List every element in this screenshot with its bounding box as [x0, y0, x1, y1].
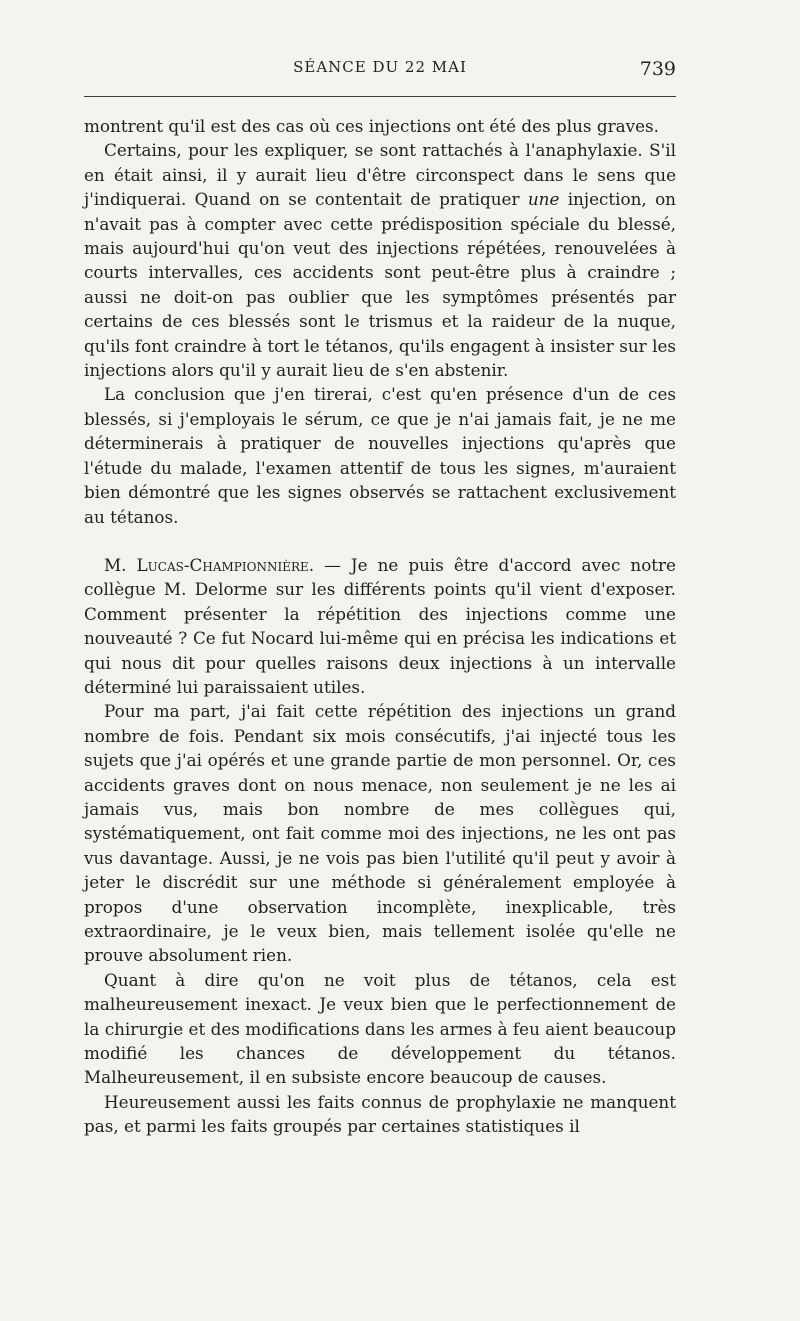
paragraph — [84, 968, 676, 1090]
speaker-name: M. Lucas-Championnière. — [104, 554, 315, 575]
paragraph — [84, 553, 676, 699]
paragraph — [84, 114, 676, 138]
header-rule — [84, 96, 676, 97]
body-text — [84, 114, 676, 1139]
paragraph — [84, 138, 676, 382]
paragraph-text: Quant à dire qu'on ne voit plus de tétanos, cela est malheureusement inexact. Je veux bien que le perfectionnement de la chirurgie et des modifications dans les armes à feu aient beaucoup modifié les chances de développement du tétanos. Malheureusement, il en subsiste encore beaucoup de causes. — [84, 969, 676, 1088]
running-title: SÉANCE DU 22 MAI — [293, 58, 467, 76]
page-number: 739 — [639, 58, 676, 80]
paragraph — [84, 382, 676, 528]
paragraph — [84, 1090, 676, 1139]
paragraph-text: — Je ne puis être d'accord avec notre collègue M. Delorme sur les différents points qu'il vient d'exposer. Comment présenter la répétition des injections comme une nouveauté ? Ce fut Nocard lui-même qui en précisa les indications et qui nous dit pour quelles raisons deux injections à un intervalle déterminé lui paraissaient utiles. — [84, 554, 676, 697]
emphasis: une — [527, 189, 560, 210]
paragraph-text: injection, on n'avait pas à compter avec cette prédisposition spéciale du blessé, mais aujourd'hui qu'on veut des injections répétées, renouvelées à courts intervalles, ces accidents sont peut-être plus à craindre ; aussi ne doit-on pas oublier que les symptômes présentés par certains de ces blessés sont le trismus et la raideur de la nuque, qu'ils font craindre à tort le tétanos, qu'ils engagent à insister sur les injections alors qu'il y aurait lieu de s'en abstenir. — [84, 189, 676, 381]
paragraph-text: Pour ma part, j'ai fait cette répétition des injections un grand nombre de fois. Pendant six mois consécutifs, j'ai injecté tous les sujets que j'ai opérés et une grande partie de mon personnel. Or, ces accidents graves dont on nous menace, non seulement je ne les ai jamais vus, mais bon nombre de mes collègues qui, systématiquement, ont fait comme moi des injections, ne les ont pas vus davantage. Aussi, je ne vois pas bien l'utilité qu'il peut y avoir à jeter le discrédit sur une méthode si généralement employée à propos d'une observation incomplète, inexplicable, très extraordinaire, je le veux bien, mais tellement isolée qu'elle ne prouve absolument rien. — [84, 701, 676, 966]
paragraph-text: La conclusion que j'en tirerai, c'est qu'en présence d'un de ces blessés, si j'employais le sérum, ce que je n'ai jamais fait, je ne me déterminerais à pratiquer de nouvelles injections qu'après que l'étude du malade, l'examen attentif de tous les signes, m'auraient bien démontré que les signes observés se rattachent exclusivement au tétanos. — [84, 384, 676, 527]
paragraph-text: montrent qu'il est des cas où ces injections ont été des plus graves. — [84, 116, 659, 136]
paragraph-text: Heureusement aussi les faits connus de prophylaxie ne manquent pas, et parmi les faits groupés par certaines statistiques il — [84, 1091, 676, 1137]
paragraph-text: Certains, pour les expliquer, se sont rattachés à l'anaphylaxie. S'il en était ainsi, il y aurait lieu d'être circonspect dans le sens que j'indiquerai. Quand on se contentait de pratiquer — [84, 140, 676, 210]
page-header — [84, 58, 676, 86]
paragraph — [84, 699, 676, 967]
